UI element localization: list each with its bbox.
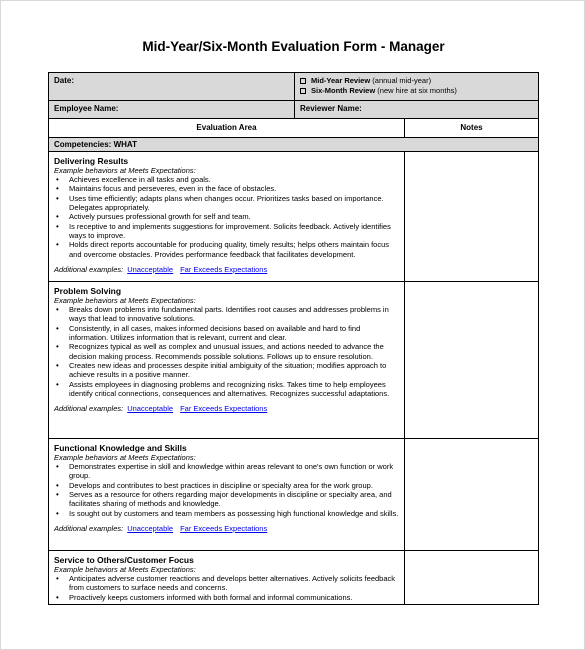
review-type-cell: [295, 73, 539, 101]
section-problem-solving: [49, 282, 539, 439]
evaluation-form-table: [48, 72, 539, 605]
list-item: • Demonstrates expertise in skill and knowledge within areas relevant to one's own function or work group.: [54, 462, 399, 481]
section-content: [49, 439, 405, 551]
additional-examples-label: Additional examples:: [54, 523, 124, 533]
section-subtitle: Example behaviors at Meets Expectations:: [54, 565, 196, 575]
six-month-review-option[interactable]: [300, 86, 533, 96]
list-item: • Consistently, in all cases, makes informed decisions based on available and hard to find information. Utilizes information that is relevant, current and clear.: [54, 324, 399, 343]
mid-year-review-option[interactable]: [300, 76, 533, 86]
section-title: Problem Solving: [54, 286, 122, 297]
date-cell[interactable]: [49, 73, 295, 101]
list-item: • Is sought out by customers and team members as possessing high functional knowledge and skills.: [54, 509, 399, 518]
additional-examples-label: Additional examples:: [54, 404, 124, 414]
section-title: Service to Others/Customer Focus: [54, 555, 194, 566]
option-label-rest: (annual mid-year): [370, 76, 432, 85]
list-item: • Maintains focus and perseveres, even in the face of obstacles.: [54, 184, 399, 193]
notes-cell[interactable]: [405, 551, 539, 605]
reviewer-name-label: Reviewer Name:: [300, 104, 362, 113]
list-item: • Creates new ideas and processes despite initial ambiguity of the situation; modifies approach to achieve results in a positive manner.: [54, 361, 399, 380]
section-subtitle: Example behaviors at Meets Expectations:: [54, 296, 196, 306]
notes-cell[interactable]: [405, 152, 539, 282]
option-label-bold: Mid-Year Review: [311, 76, 371, 85]
behavior-list: [54, 305, 399, 398]
competencies-label: Competencies: WHAT: [49, 137, 539, 152]
list-item: • Recognizes typical as well as complex and unusual issues, and actions needed to advance the decision making process. Recommends possible solutions. Follows up to ensure resolution.: [54, 342, 399, 361]
section-content: [49, 282, 405, 439]
section-subtitle: Example behaviors at Meets Expectations:: [54, 166, 196, 176]
additional-examples: [54, 265, 399, 274]
section-delivering-results: [49, 152, 539, 282]
notes-header: Notes: [405, 119, 539, 138]
behavior-list: [54, 175, 399, 259]
behavior-list: [54, 462, 399, 518]
far-exceeds-link[interactable]: Far Exceeds Expectations: [180, 523, 268, 533]
checkbox-icon[interactable]: [300, 88, 306, 94]
notes-cell[interactable]: [405, 439, 539, 551]
behavior-list: [54, 574, 399, 602]
date-label: Date:: [54, 76, 75, 85]
unacceptable-link[interactable]: Unacceptable: [127, 523, 174, 533]
additional-examples: [54, 404, 399, 413]
evaluation-area-header: Evaluation Area: [49, 119, 405, 138]
list-item: • Anticipates adverse customer reactions and develops better alternatives. Actively solicits feedback from customers to surface needs and concerns.: [54, 574, 399, 593]
list-item: • Develops and contributes to best practices in discipline or specialty area for the work group.: [54, 481, 399, 490]
form-title: Mid-Year/Six-Month Evaluation Form - Manager: [142, 39, 445, 54]
notes-cell[interactable]: [405, 282, 539, 439]
far-exceeds-link[interactable]: Far Exceeds Expectations: [180, 264, 268, 274]
employee-name-cell[interactable]: [49, 101, 295, 119]
date-row: [49, 73, 539, 101]
section-functional-knowledge: [49, 439, 539, 551]
employee-name-label: Employee Name:: [54, 104, 119, 113]
list-item: • Uses time efficiently; adapts plans when changes occur. Prioritizes tasks based on importance. Delegates appropriately.: [54, 194, 399, 213]
section-title: Delivering Results: [54, 156, 129, 167]
list-item: • Achieves excellence in all tasks and goals.: [54, 175, 399, 184]
checkbox-icon[interactable]: [300, 78, 306, 84]
unacceptable-link[interactable]: Unacceptable: [127, 264, 174, 274]
competencies-row: [49, 137, 539, 152]
section-service-to-others: [49, 551, 539, 605]
list-item: • Actively pursues professional growth for self and team.: [54, 212, 399, 221]
section-content: [49, 551, 405, 605]
list-item: • Breaks down problems into fundamental parts. Identifies root causes and addresses problems in ways that lead to innovative solutions.: [54, 305, 399, 324]
section-title: Functional Knowledge and Skills: [54, 443, 187, 454]
section-subtitle: Example behaviors at Meets Expectations:: [54, 453, 196, 463]
list-item: • Holds direct reports accountable for producing quality, timely results; helps others maintain focus and overcome obstacles. Provides performance feedback that facilitates development.: [54, 240, 399, 259]
column-header-row: [49, 119, 539, 138]
option-label-rest: (new hire at six months): [375, 86, 457, 95]
additional-examples-label: Additional examples:: [54, 264, 124, 274]
unacceptable-link[interactable]: Unacceptable: [127, 404, 174, 414]
list-item: • Is receptive to and implements suggestions for improvement. Solicits feedback. Actively identifies ways to improve.: [54, 222, 399, 241]
list-item: • Serves as a resource for others regarding major developments in discipline or specialty area, and facilitates sharing of methods and knowledge.: [54, 490, 399, 509]
section-content: [49, 152, 405, 282]
name-row: [49, 101, 539, 119]
additional-examples: [54, 524, 399, 533]
option-label-bold: Six-Month Review: [311, 86, 376, 95]
far-exceeds-link[interactable]: Far Exceeds Expectations: [180, 404, 268, 414]
list-item: • Proactively keeps customers informed with both formal and informal communications.: [54, 593, 399, 602]
list-item: • Assists employees in diagnosing problems and recognizing risks. Takes time to help employees identify critical connections, consequences and alternatives. Recognizes successful adaptations.: [54, 380, 399, 399]
reviewer-name-cell[interactable]: [295, 101, 539, 119]
